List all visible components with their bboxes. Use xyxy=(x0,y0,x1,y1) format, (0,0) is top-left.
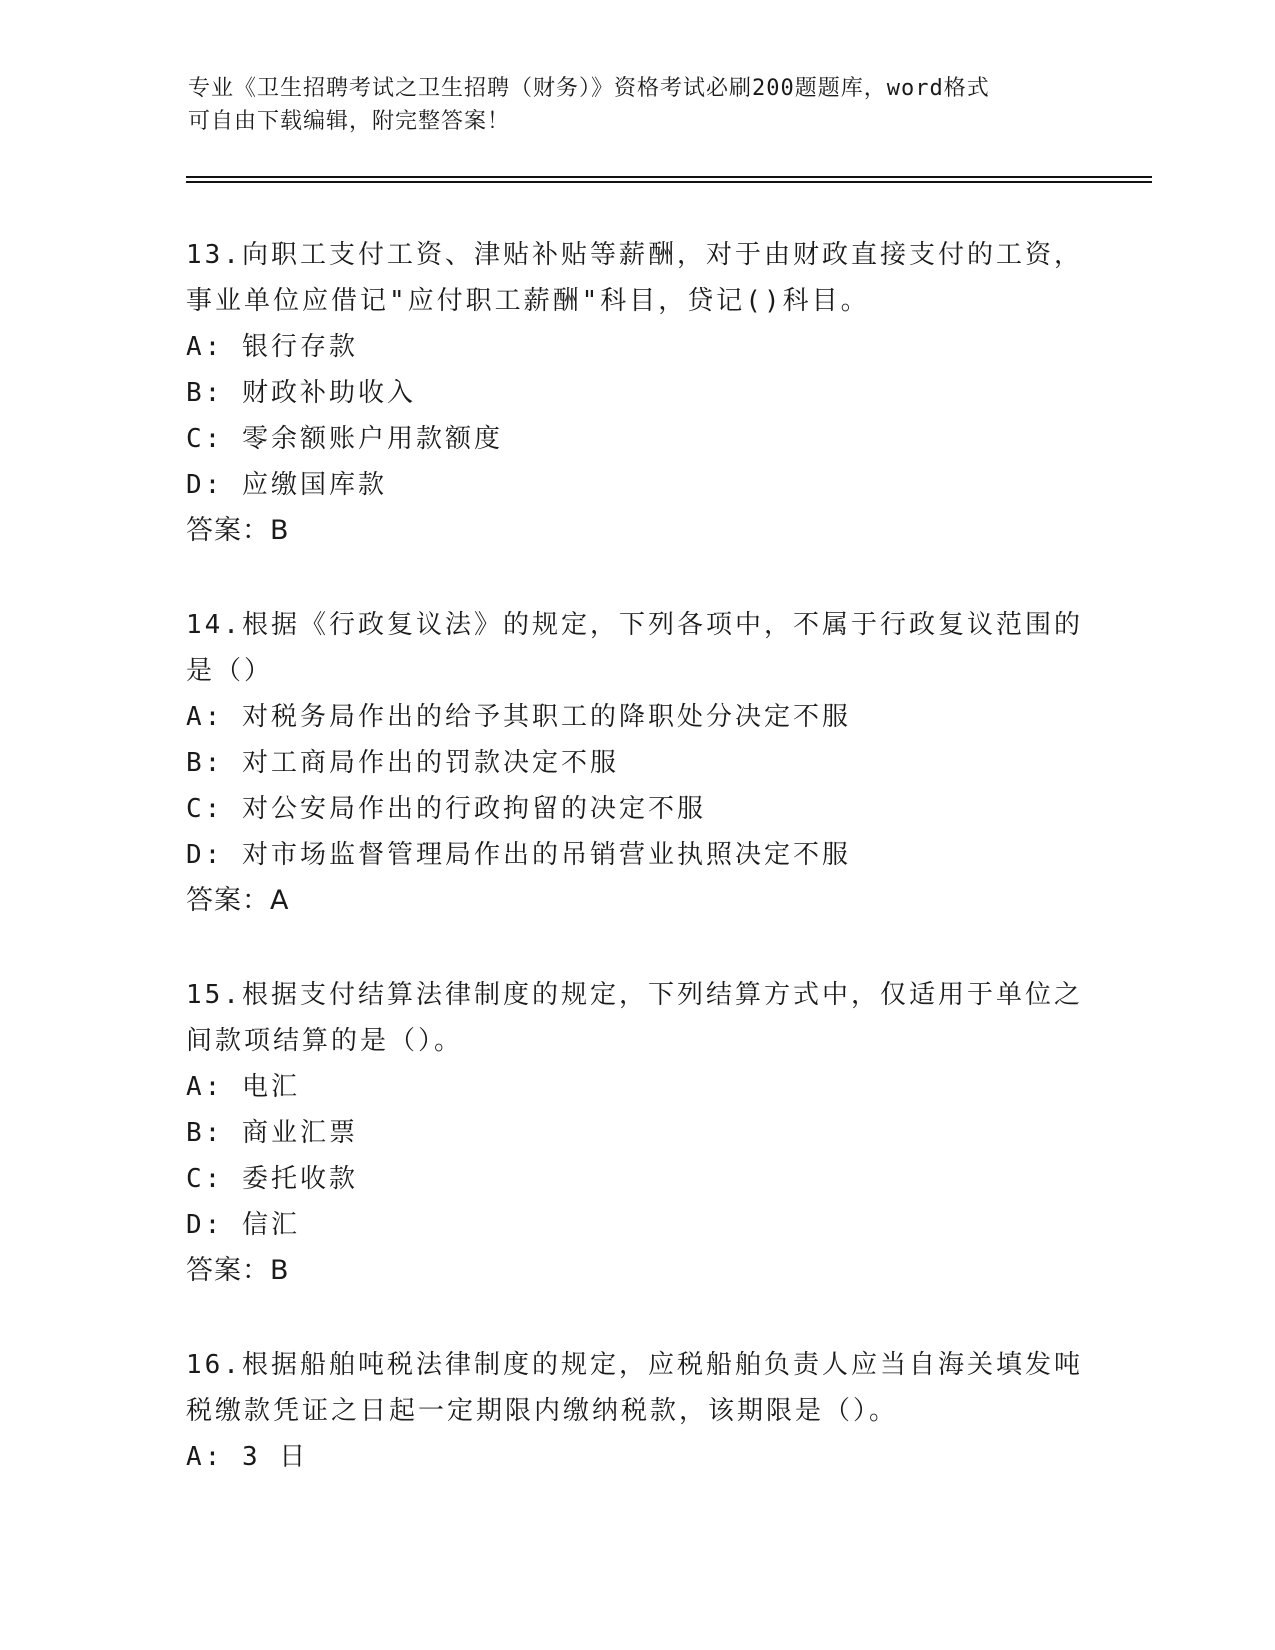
option-a: A: 银行存款 xyxy=(186,332,358,362)
option-c: C: 零余额账户用款额度 xyxy=(186,424,503,454)
option-b: B: 财政补助收入 xyxy=(186,378,416,408)
question-14 xyxy=(186,602,1086,924)
question-16 xyxy=(186,1342,1086,1480)
header-divider-top xyxy=(186,176,1152,178)
answer-line: 答案：B xyxy=(186,1255,290,1286)
question-stem: 16.根据船舶吨税法律制度的规定，应税船舶负责人应当自海关填发吨税缴款凭证之日起一定期限内缴纳税款，该期限是（）。 xyxy=(186,1350,1083,1426)
question-stem: 14.根据《行政复议法》的规定，下列各项中，不属于行政复议范围的是（） xyxy=(186,610,1083,686)
option-b: B: 商业汇票 xyxy=(186,1118,358,1148)
header-line-1: 专业《卫生招聘考试之卫生招聘（财务）》资格考试必刷200题题库，word格式 xyxy=(188,76,990,101)
header-divider-bottom xyxy=(186,181,1152,183)
document-header xyxy=(188,72,1068,138)
option-c: C: 委托收款 xyxy=(186,1164,358,1194)
option-d: D: 应缴国库款 xyxy=(186,470,387,500)
option-d: D: 对市场监督管理局作出的吊销营业执照决定不服 xyxy=(186,840,851,870)
option-a: A: 对税务局作出的给予其职工的降职处分决定不服 xyxy=(186,702,851,732)
option-d: D: 信汇 xyxy=(186,1210,300,1240)
option-a: A: 电汇 xyxy=(186,1072,300,1102)
question-15 xyxy=(186,972,1086,1294)
question-stem: 13.向职工支付工资、津贴补贴等薪酬，对于由财政直接支付的工资，事业单位应借记"应付职工薪酬"科目，贷记()科目。 xyxy=(186,240,1083,316)
option-b: B: 对工商局作出的罚款决定不服 xyxy=(186,748,619,778)
question-stem: 15.根据支付结算法律制度的规定，下列结算方式中，仅适用于单位之间款项结算的是（）。 xyxy=(186,980,1083,1056)
question-13 xyxy=(186,232,1086,554)
answer-line: 答案：A xyxy=(186,885,290,916)
question-list xyxy=(186,232,1086,1528)
answer-line: 答案：B xyxy=(186,515,290,546)
header-line-2: 可自由下载编辑，附完整答案！ xyxy=(188,109,511,134)
option-a: A: 3 日 xyxy=(186,1442,309,1472)
option-c: C: 对公安局作出的行政拘留的决定不服 xyxy=(186,794,706,824)
